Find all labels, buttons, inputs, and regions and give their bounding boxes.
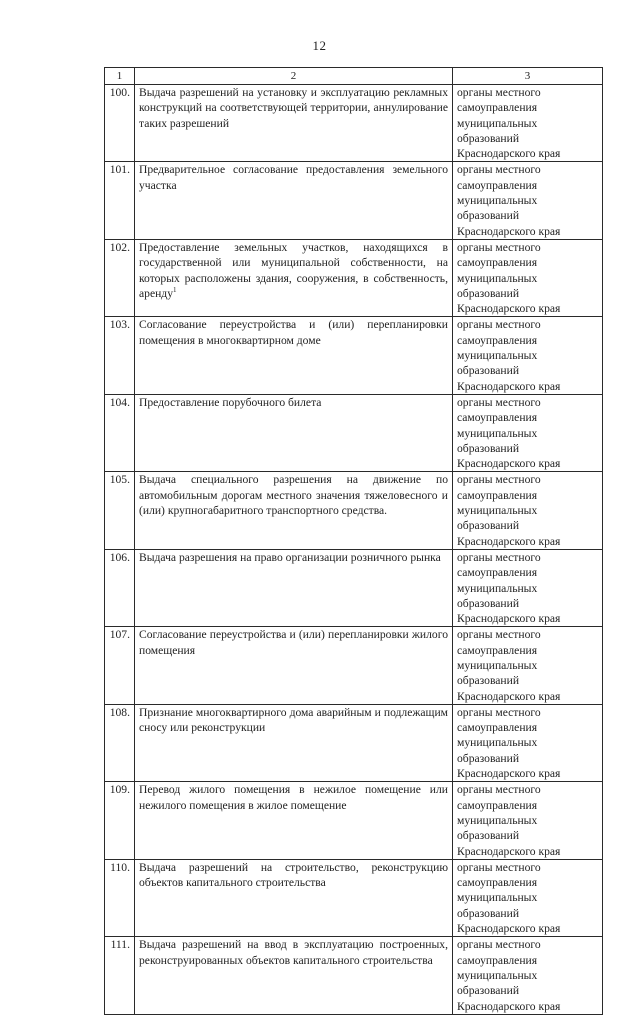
responsible-authority: органы местного самоуправления муниципальных образований Краснодарского края [453, 317, 603, 394]
row-number: 100. [105, 85, 135, 162]
table-row [105, 162, 603, 239]
column-header-number: 1 [105, 68, 135, 85]
column-header-service: 2 [135, 68, 453, 85]
responsible-authority: органы местного самоуправления муниципальных образований Краснодарского края [453, 627, 603, 704]
service-description: Выдача разрешений на строительство, реконструкцию объектов капитального строительства [135, 859, 453, 936]
footnote-marker: 1 [173, 286, 177, 294]
table-row [105, 549, 603, 626]
service-description: Перевод жилого помещения в нежилое помещение или нежилого помещения в жилое помещение [135, 782, 453, 859]
table-row [105, 472, 603, 549]
table-header-row [105, 68, 603, 85]
responsible-authority: органы местного самоуправления муниципальных образований Краснодарского края [453, 549, 603, 626]
service-description: Выдача специального разрешения на движение по автомобильным дорогам местного значения тяжеловесного и (или) крупногабаритного транспортного средства. [135, 472, 453, 549]
service-description: Выдача разрешений на ввод в эксплуатацию построенных, реконструированных объектов капитального строительства [135, 937, 453, 1014]
responsible-authority: органы местного самоуправления муниципальных образований Краснодарского края [453, 162, 603, 239]
service-description: Признание многоквартирного дома аварийным и подлежащим сносу или реконструкции [135, 704, 453, 781]
table-row [105, 394, 603, 471]
service-description: Согласование переустройства и (или) перепланировки жилого помещения [135, 627, 453, 704]
responsible-authority: органы местного самоуправления муниципальных образований Краснодарского края [453, 85, 603, 162]
table-row [105, 85, 603, 162]
table-row [105, 859, 603, 936]
service-description: Предварительное согласование предоставления земельного участка [135, 162, 453, 239]
table-row [105, 627, 603, 704]
row-number: 106. [105, 549, 135, 626]
service-description: Выдача разрешений на установку и эксплуатацию рекламных конструкций на соответствующей территории, аннулирование таких разрешений [135, 85, 453, 162]
services-table [104, 67, 603, 1015]
service-description: Выдача разрешения на право организации розничного рынка [135, 549, 453, 626]
table-row [105, 317, 603, 394]
row-number: 109. [105, 782, 135, 859]
service-description [135, 239, 453, 316]
row-number: 104. [105, 394, 135, 471]
service-description-text: Предоставление земельных участков, находящихся в государственной или муниципальной собственности, на которых расположены здания, сооружения, в собственность, аренду [139, 240, 448, 300]
responsible-authority: органы местного самоуправления муниципальных образований Краснодарского края [453, 782, 603, 859]
row-number: 107. [105, 627, 135, 704]
responsible-authority: органы местного самоуправления муниципальных образований Краснодарского края [453, 704, 603, 781]
service-description: Согласование переустройства и (или) перепланировки помещения в многоквартирном доме [135, 317, 453, 394]
page-number: 12 [312, 38, 327, 53]
column-header-authority: 3 [453, 68, 603, 85]
table-row [105, 782, 603, 859]
row-number: 103. [105, 317, 135, 394]
responsible-authority: органы местного самоуправления муниципальных образований Краснодарского края [453, 239, 603, 316]
table-row [105, 704, 603, 781]
table-row [105, 239, 603, 316]
row-number: 108. [105, 704, 135, 781]
row-number: 101. [105, 162, 135, 239]
table-row [105, 937, 603, 1014]
service-description: Предоставление порубочного билета [135, 394, 453, 471]
row-number: 111. [105, 937, 135, 1014]
responsible-authority: органы местного самоуправления муниципальных образований Краснодарского края [453, 859, 603, 936]
responsible-authority: органы местного самоуправления муниципальных образований Краснодарского края [453, 937, 603, 1014]
row-number: 102. [105, 239, 135, 316]
row-number: 110. [105, 859, 135, 936]
row-number: 105. [105, 472, 135, 549]
responsible-authority: органы местного самоуправления муниципальных образований Краснодарского края [453, 394, 603, 471]
responsible-authority: органы местного самоуправления муниципальных образований Краснодарского края [453, 472, 603, 549]
